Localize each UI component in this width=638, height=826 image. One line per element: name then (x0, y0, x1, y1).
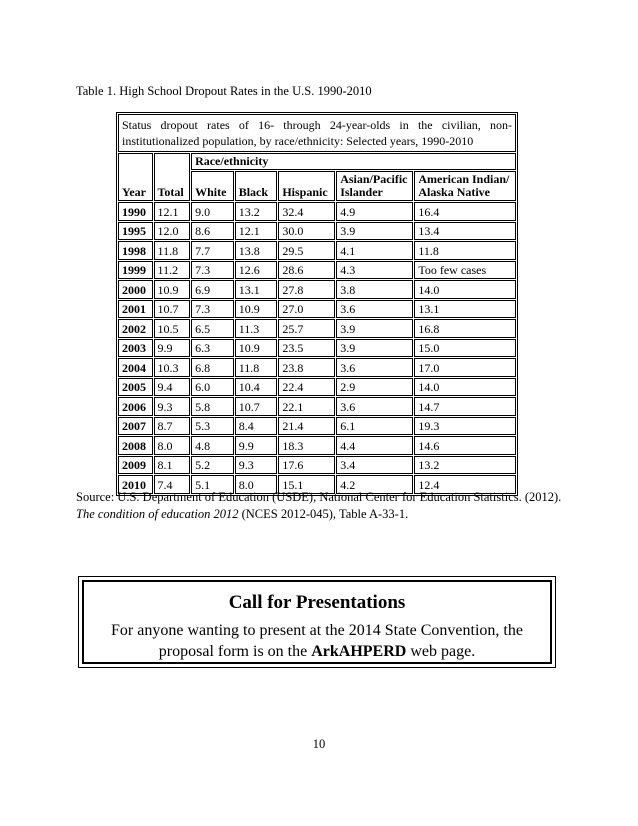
cell-asian-pacific: 4.2 (336, 475, 413, 494)
cell-white: 5.8 (191, 397, 234, 416)
table-row (118, 202, 516, 221)
table-row (118, 456, 516, 475)
cell-white: 7.3 (191, 261, 234, 280)
cell-black: 9.9 (235, 436, 278, 455)
cell-american-indian: 14.0 (414, 378, 516, 397)
cell-total: 8.7 (154, 417, 191, 436)
cell-american-indian: 14.7 (414, 397, 516, 416)
cell-total: 9.3 (154, 397, 191, 416)
cell-black: 10.7 (235, 397, 278, 416)
col-header-black: Black (235, 171, 278, 201)
call-body-text: For anyone wanting to present at the 2014 State Convention, the proposal form is on the (111, 622, 523, 660)
cell-american-indian: 13.4 (414, 222, 516, 241)
cell-american-indian: 12.4 (414, 475, 516, 494)
cell-white: 6.9 (191, 280, 234, 299)
cell-asian-pacific: 4.9 (336, 202, 413, 221)
cell-black: 10.9 (235, 339, 278, 358)
cell-american-indian: 15.0 (414, 339, 516, 358)
cell-year: 2008 (118, 436, 153, 455)
cell-black: 8.4 (235, 417, 278, 436)
call-body-end: web page. (406, 643, 476, 660)
cell-asian-pacific: 3.9 (336, 319, 413, 338)
cell-hispanic: 28.6 (278, 261, 335, 280)
table-caption: Table 1. High School Dropout Rates in the U.S. 1990-2010 (76, 84, 372, 98)
cell-asian-pacific: 6.1 (336, 417, 413, 436)
cell-black: 10.9 (235, 300, 278, 319)
cell-black: 13.1 (235, 280, 278, 299)
cell-hispanic: 21.4 (278, 417, 335, 436)
cell-asian-pacific: 3.6 (336, 397, 413, 416)
col-header-hispanic: Hispanic (278, 171, 335, 201)
cell-hispanic: 30.0 (278, 222, 335, 241)
cell-hispanic: 32.4 (278, 202, 335, 221)
table-description: Status dropout rates of 16- through 24-year-olds in the civilian, non-institutionalized population, by race/ethnicity: Selected years, 1990-2010 (118, 114, 516, 152)
cell-year: 2000 (118, 280, 153, 299)
cell-black: 13.8 (235, 241, 278, 260)
cell-white: 5.3 (191, 417, 234, 436)
cell-white: 8.6 (191, 222, 234, 241)
cell-total: 9.9 (154, 339, 191, 358)
cell-year: 1998 (118, 241, 153, 260)
cell-american-indian: 19.3 (414, 417, 516, 436)
call-title: Call for Presentations (228, 592, 406, 613)
table-row (118, 300, 516, 319)
cell-total: 8.1 (154, 456, 191, 475)
table-row (118, 417, 516, 436)
col-header-total: Total (154, 153, 191, 201)
table-row (118, 358, 516, 377)
cell-total: 11.8 (154, 241, 191, 260)
cell-total: 8.0 (154, 436, 191, 455)
cell-total: 10.7 (154, 300, 191, 319)
cell-total: 12.0 (154, 222, 191, 241)
cell-black: 10.4 (235, 378, 278, 397)
source-rest: (NCES 2012-045), Table A-33-1. (238, 507, 409, 521)
cell-american-indian: 16.8 (414, 319, 516, 338)
cell-hispanic: 18.3 (278, 436, 335, 455)
cell-hispanic: 22.1 (278, 397, 335, 416)
cell-american-indian: 11.8 (414, 241, 516, 260)
arkahperd-name: ArkAHPERD (311, 643, 407, 660)
cell-american-indian: 13.1 (414, 300, 516, 319)
cell-asian-pacific: 4.3 (336, 261, 413, 280)
group-header-race: Race/ethnicity (191, 153, 516, 170)
cell-asian-pacific: 3.6 (336, 358, 413, 377)
cell-year: 1999 (118, 261, 153, 280)
cell-total: 11.2 (154, 261, 191, 280)
cell-year: 2007 (118, 417, 153, 436)
table-row (118, 339, 516, 358)
cell-total: 10.3 (154, 358, 191, 377)
cell-black: 8.0 (235, 475, 278, 494)
cell-white: 9.0 (191, 202, 234, 221)
cell-white: 6.5 (191, 319, 234, 338)
table-row (118, 280, 516, 299)
call-for-presentations-box (78, 576, 556, 668)
cell-hispanic: 23.8 (278, 358, 335, 377)
col-header-year: Year (118, 153, 153, 201)
cell-hispanic: 29.5 (278, 241, 335, 260)
cell-year: 2003 (118, 339, 153, 358)
table-row (118, 436, 516, 455)
cell-total: 10.5 (154, 319, 191, 338)
cell-american-indian: 14.0 (414, 280, 516, 299)
cell-hispanic: 22.4 (278, 378, 335, 397)
table-row (118, 241, 516, 260)
cell-american-indian: 14.6 (414, 436, 516, 455)
cell-white: 6.0 (191, 378, 234, 397)
table-row (118, 222, 516, 241)
cell-white: 6.3 (191, 339, 234, 358)
cell-black: 9.3 (235, 456, 278, 475)
cell-year: 2010 (118, 475, 153, 494)
col-header-american-indian: American Indian/ Alaska Native (414, 171, 516, 201)
cell-american-indian: Too few cases (414, 261, 516, 280)
cell-total: 9.4 (154, 378, 191, 397)
cell-asian-pacific: 3.8 (336, 280, 413, 299)
source-line: Source: U.S. Department of Education (USDE), National Center for Education Statistics. (2012). (76, 490, 562, 504)
cell-hispanic: 25.7 (278, 319, 335, 338)
cell-asian-pacific: 2.9 (336, 378, 413, 397)
cell-year: 2004 (118, 358, 153, 377)
cell-year: 2001 (118, 300, 153, 319)
cell-year: 2006 (118, 397, 153, 416)
cell-black: 12.1 (235, 222, 278, 241)
source-note (76, 489, 576, 523)
cell-black: 11.3 (235, 319, 278, 338)
cell-white: 4.8 (191, 436, 234, 455)
cell-black: 11.8 (235, 358, 278, 377)
cell-american-indian: 13.2 (414, 456, 516, 475)
cell-year: 1995 (118, 222, 153, 241)
cell-asian-pacific: 3.9 (336, 339, 413, 358)
cell-year: 1990 (118, 202, 153, 221)
table-row (118, 261, 516, 280)
cell-year: 2002 (118, 319, 153, 338)
cell-total: 7.4 (154, 475, 191, 494)
table-row (118, 319, 516, 338)
cell-hispanic: 17.6 (278, 456, 335, 475)
cell-white: 5.2 (191, 456, 234, 475)
cell-year: 2005 (118, 378, 153, 397)
cell-black: 12.6 (235, 261, 278, 280)
cell-hispanic: 15.1 (278, 475, 335, 494)
page-number: 10 (312, 737, 326, 751)
cell-asian-pacific: 3.4 (336, 456, 413, 475)
cell-asian-pacific: 4.1 (336, 241, 413, 260)
cell-hispanic: 27.0 (278, 300, 335, 319)
cell-year: 2009 (118, 456, 153, 475)
dropout-rates-table (116, 112, 518, 496)
cell-asian-pacific: 3.6 (336, 300, 413, 319)
cell-american-indian: 16.4 (414, 202, 516, 221)
table-row (118, 378, 516, 397)
cell-hispanic: 23.5 (278, 339, 335, 358)
cell-total: 10.9 (154, 280, 191, 299)
cell-hispanic: 27.8 (278, 280, 335, 299)
col-header-asian-pacific: Asian/Pacific Islander (336, 171, 413, 201)
cell-american-indian: 17.0 (414, 358, 516, 377)
col-header-white: White (191, 171, 234, 201)
cell-white: 5.1 (191, 475, 234, 494)
table-row (118, 397, 516, 416)
call-body (84, 620, 550, 662)
source-title: The condition of education 2012 (76, 507, 239, 521)
cell-white: 7.7 (191, 241, 234, 260)
call-box-inner-border (82, 580, 552, 664)
cell-white: 6.8 (191, 358, 234, 377)
cell-black: 13.2 (235, 202, 278, 221)
cell-asian-pacific: 4.4 (336, 436, 413, 455)
cell-total: 12.1 (154, 202, 191, 221)
cell-white: 7.3 (191, 300, 234, 319)
cell-asian-pacific: 3.9 (336, 222, 413, 241)
